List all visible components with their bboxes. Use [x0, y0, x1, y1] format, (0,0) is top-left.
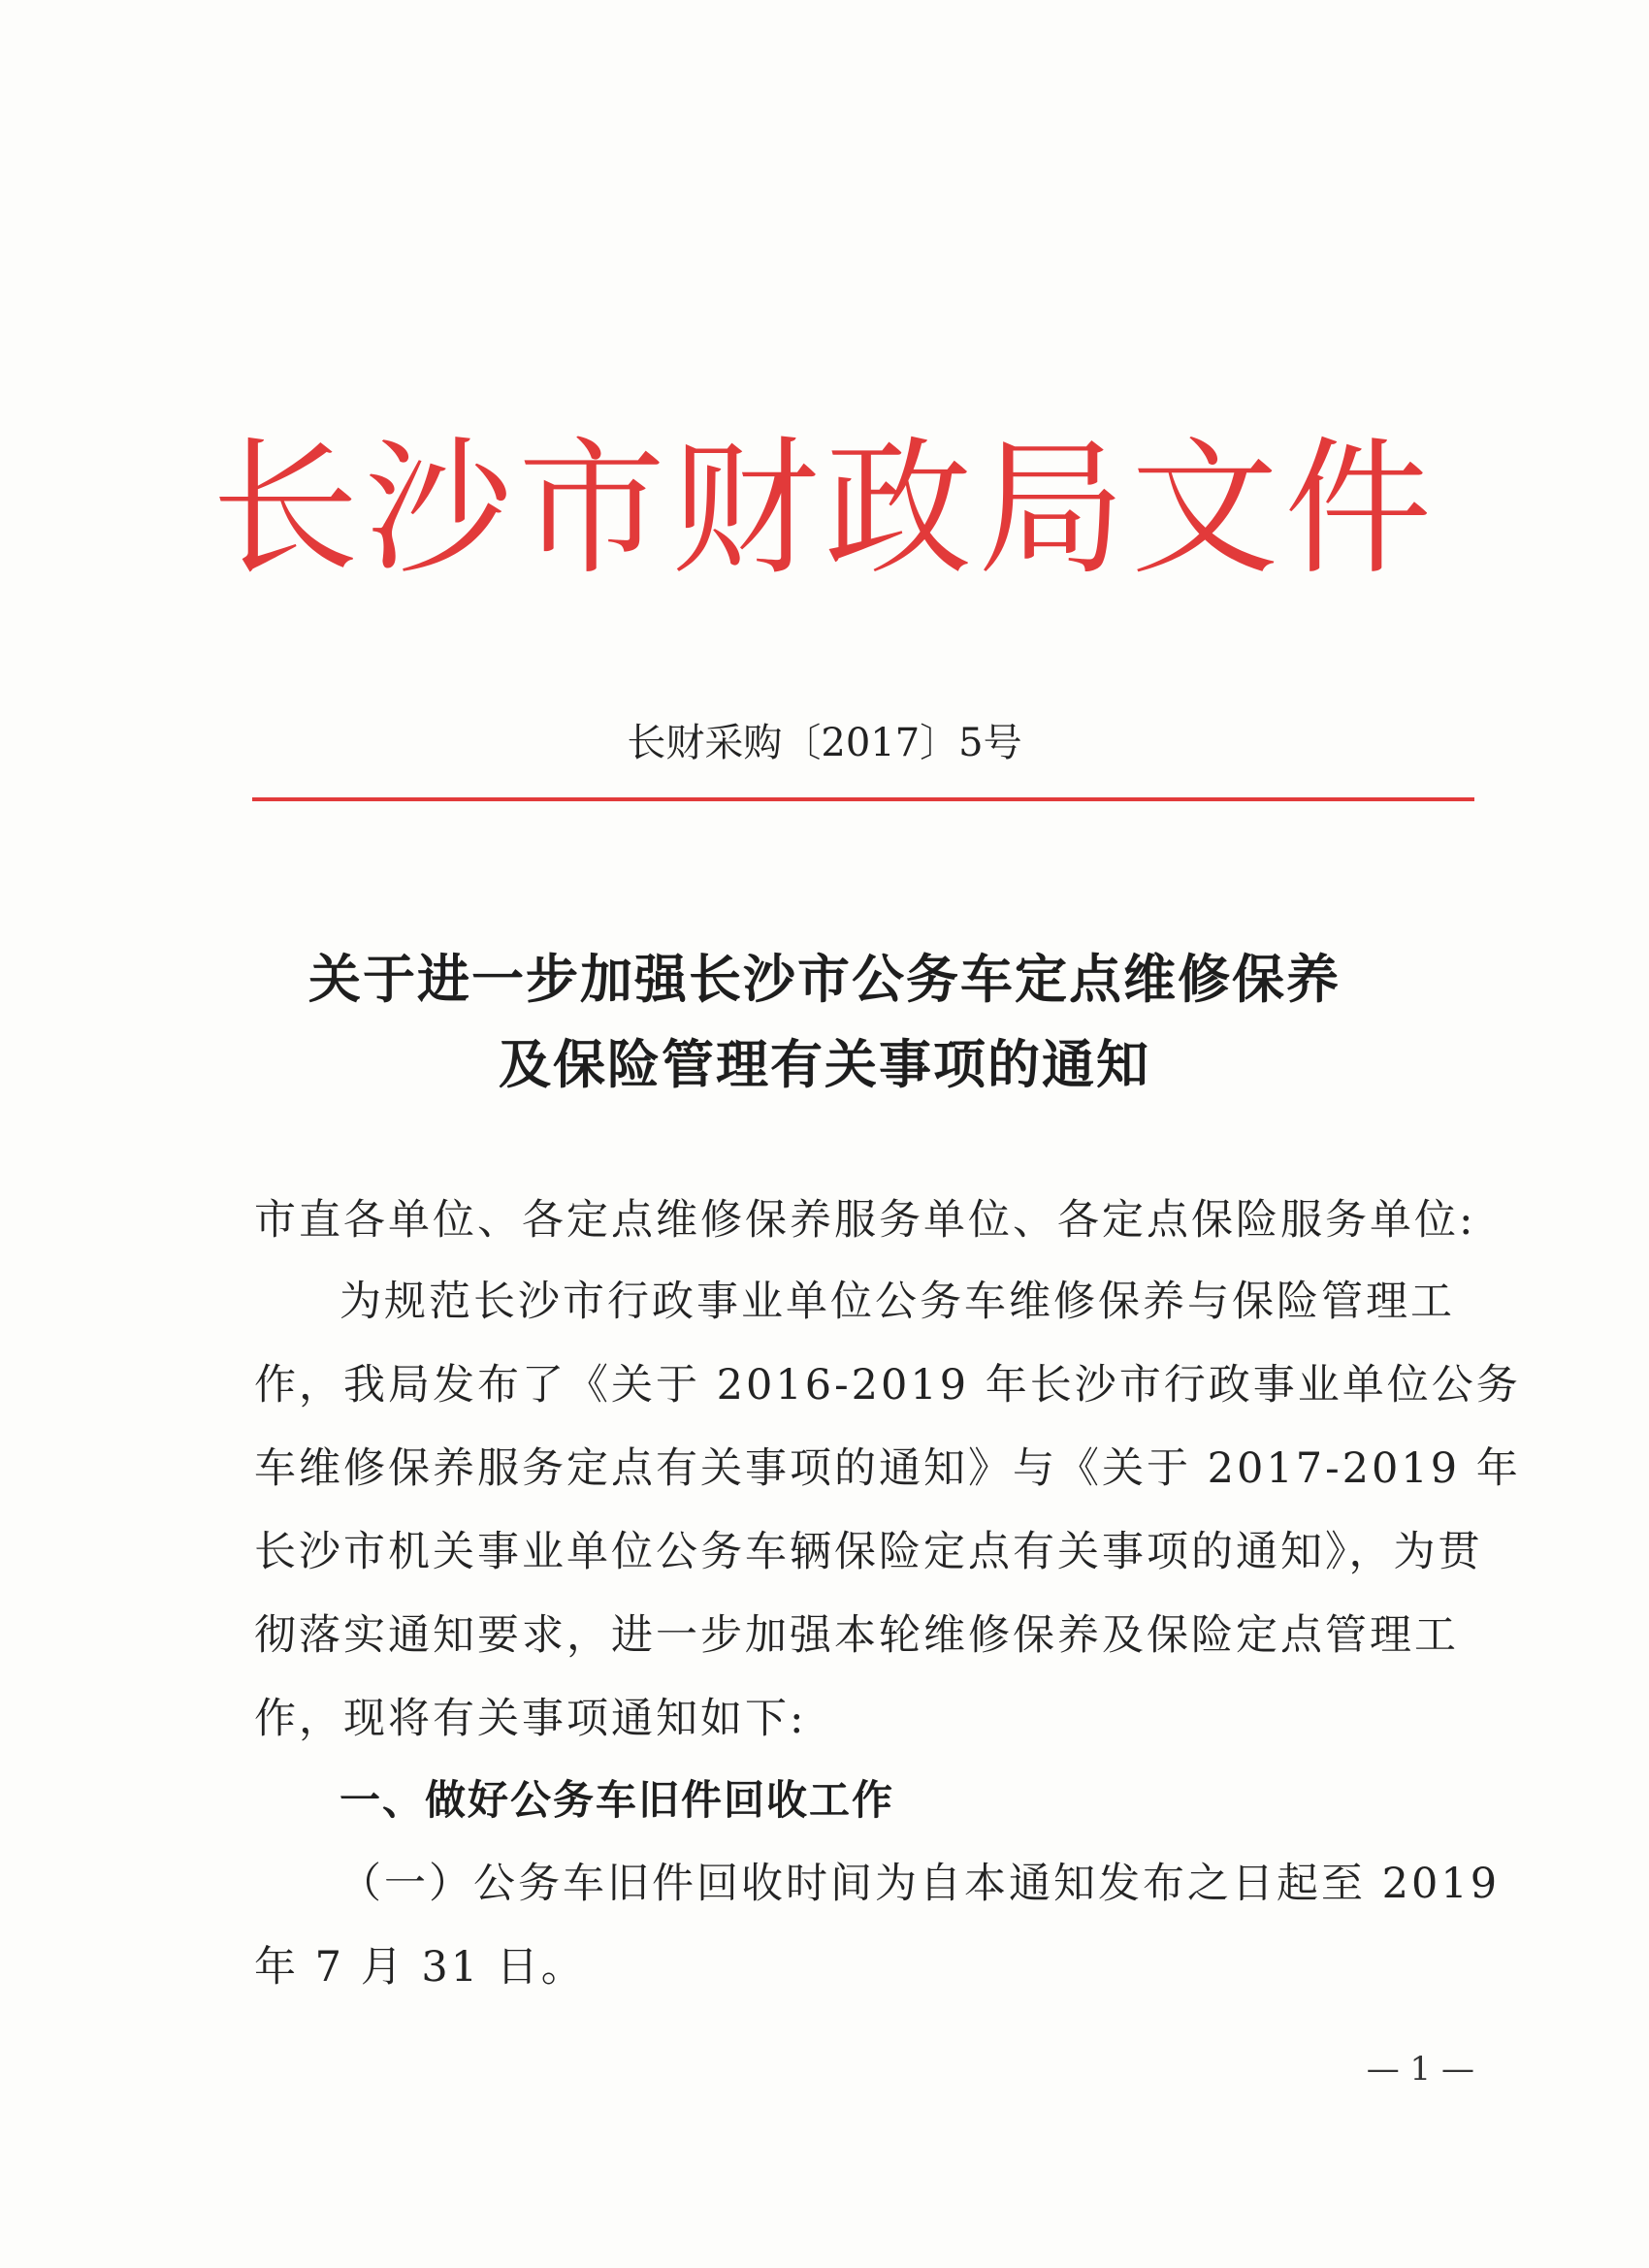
page-number: — 1 — — [1366, 2050, 1474, 2089]
red-divider-line — [252, 797, 1474, 801]
notice-title-line-1: 关于进一步加强长沙市公务车定点维修保养 — [308, 949, 1341, 1010]
document-number: 长财采购〔2017〕5号 — [627, 721, 1022, 765]
addressee-line: 市直各单位、各定点维修保养服务单位、各定点保险服务单位: — [254, 1196, 1476, 1245]
paragraph-line: 作，现将有关事项通知如下: — [254, 1695, 807, 1743]
paragraph-line: 作，我局发布了《关于 2016-2019 年长沙市行政事业单位公务 — [254, 1361, 1521, 1409]
paragraph-line: 彻落实通知要求，进一步加强本轮维修保养及保险定点管理工 — [254, 1611, 1459, 1660]
item-line: （一）公务车旧件回收时间为自本通知发布之日起至 2019 — [340, 1860, 1501, 1908]
masthead-title: 长沙市财政局文件 — [211, 423, 1438, 595]
paragraph-line: 为规范长沙市行政事业单位公务车维修保养与保险管理工 — [340, 1278, 1455, 1326]
notice-title-line-2: 及保险管理有关事项的通知 — [499, 1034, 1150, 1095]
paragraph-line: 长沙市机关事业单位公务车辆保险定点有关事项的通知》，为贯 — [254, 1528, 1483, 1576]
section-heading-1: 一、做好公务车旧件回收工作 — [340, 1776, 895, 1824]
paragraph-line: 车维修保养服务定点有关事项的通知》与《关于 2017-2019 年 — [254, 1444, 1521, 1493]
item-line: 年 7 月 31 日。 — [254, 1943, 586, 1992]
